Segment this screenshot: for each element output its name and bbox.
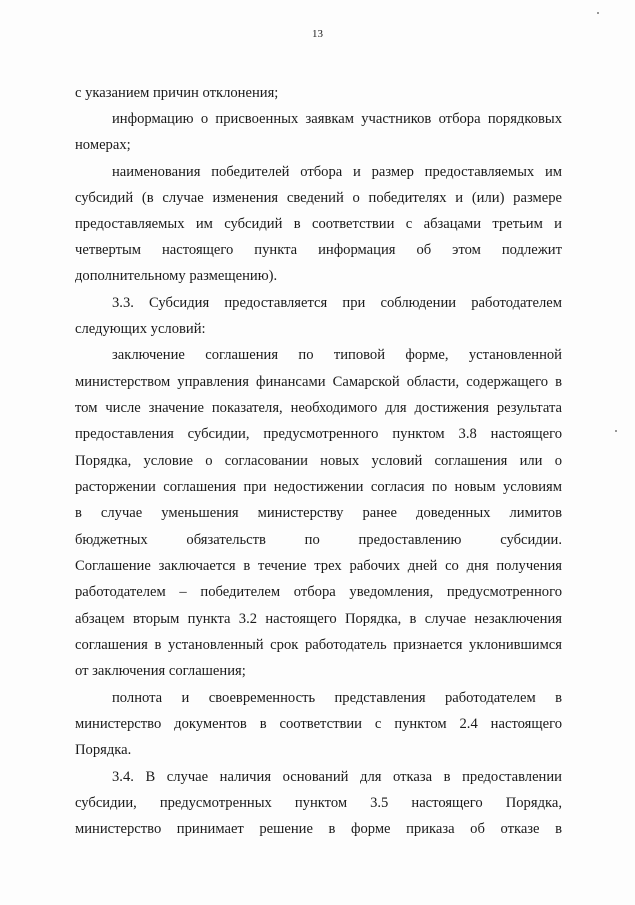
text-line: номерах;	[75, 137, 131, 153]
text-line: субсидий (в случае изменения сведений о победителях и (или) размере	[75, 190, 562, 206]
text-line: четвертым настоящего пункта информация об этом подлежит	[75, 242, 562, 258]
text-line: работодателем – победителем отбора уведомления, предусмотренного	[75, 584, 562, 600]
text-line: с указанием причин отклонения;	[75, 85, 279, 101]
text-line: следующих условий:	[75, 321, 206, 337]
page-number: 13	[312, 28, 323, 40]
text-line: Порядка.	[75, 742, 132, 758]
text-line: информацию о присвоенных заявкам участников отбора порядковых	[112, 111, 562, 127]
text-line: в случае уменьшения министерству ранее доведенных лимитов	[75, 505, 562, 521]
section-3-3-heading: 3.3. Субсидия предоставляется при соблюдении работодателем	[112, 295, 562, 311]
text-line: бюджетных обязательств по предоставлению субсидии.	[75, 532, 562, 548]
text-line: предоставляемых им субсидий в соответствии с абзацами третьим и	[75, 216, 562, 232]
scan-speck	[597, 12, 599, 14]
text-line: заключение соглашения по типовой форме, установленной	[112, 347, 562, 363]
text-line: полнота и своевременность представления работодателем в	[112, 690, 562, 706]
text-line: субсидии, предусмотренных пунктом 3.5 настоящего Порядка,	[75, 795, 562, 811]
text-line: соглашения в установленный срок работодатель признается уклонившимся	[75, 637, 562, 653]
text-line: от заключения соглашения;	[75, 663, 246, 679]
text-line: дополнительному размещению).	[75, 268, 278, 284]
text-line: министерством управления финансами Самарской области, содержащего в	[75, 374, 562, 390]
text-line: абзацем вторым пункта 3.2 настоящего Порядка, в случае незаключения	[75, 611, 562, 627]
text-line: Соглашение заключается в течение трех рабочих дней со дня получения	[75, 558, 562, 574]
text-line: министерство документов в соответствии с пунктом 2.4 настоящего	[75, 716, 562, 732]
text-line: Порядка, условие о согласовании новых условий соглашения или о	[75, 453, 562, 469]
text-line: предоставления субсидии, предусмотренного пунктом 3.8 настоящего	[75, 426, 562, 442]
text-line: том числе значение показателя, необходимого для достижения результата	[75, 400, 562, 416]
section-3-4-heading: 3.4. В случае наличия оснований для отказа в предоставлении	[112, 769, 562, 785]
text-line: министерство принимает решение в форме приказа об отказе в	[75, 821, 562, 837]
text-line: расторжении соглашения при недостижении согласия по новым условиям	[75, 479, 562, 495]
text-line: наименования победителей отбора и размер предоставляемых им	[112, 164, 562, 180]
scan-speck	[615, 430, 617, 432]
